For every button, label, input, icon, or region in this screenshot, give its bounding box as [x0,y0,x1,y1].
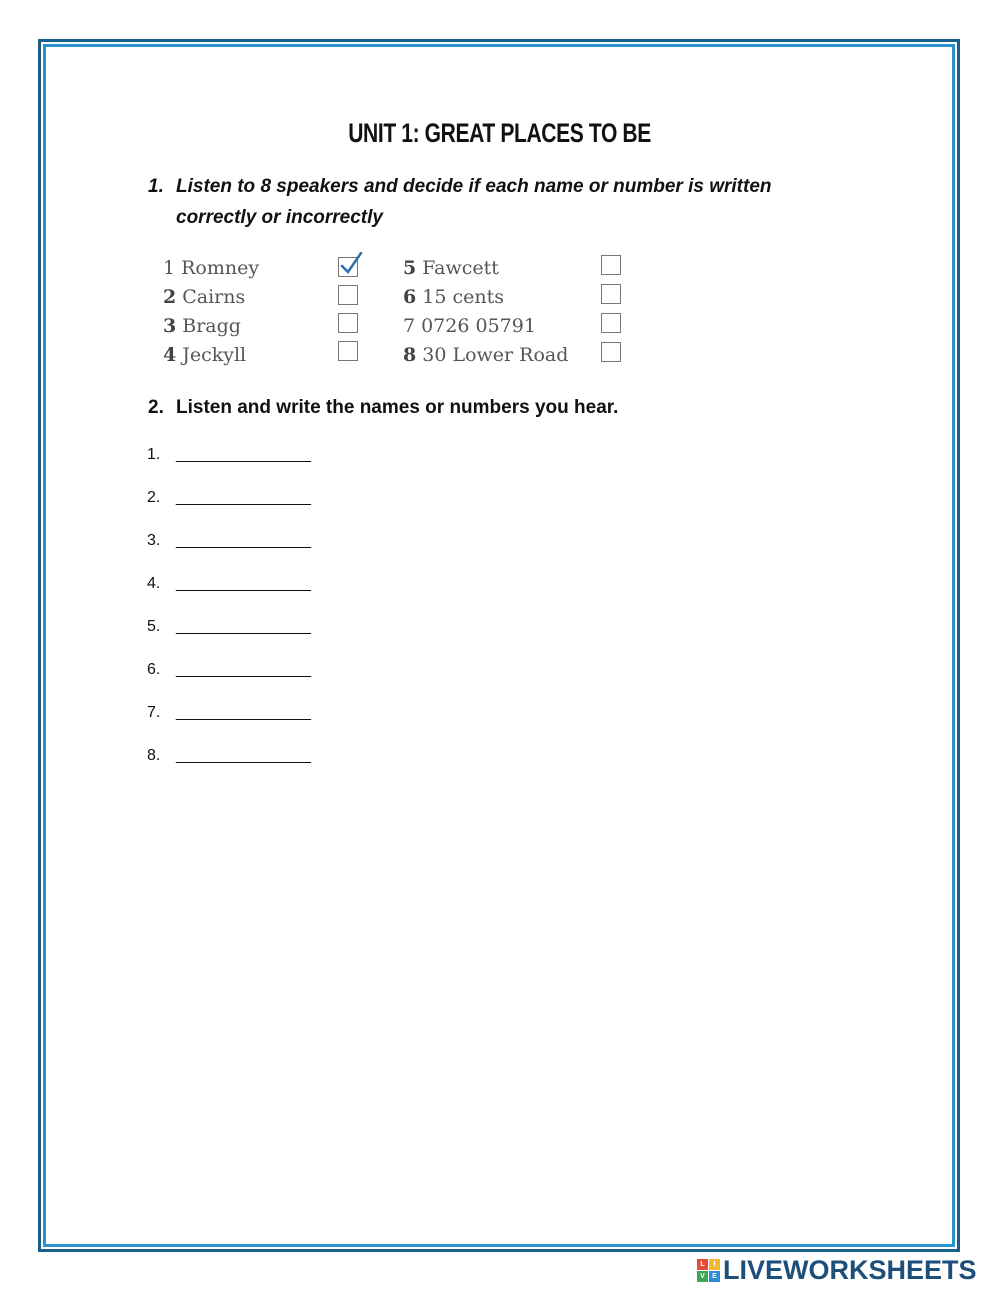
exercise-item-label: Jeckyll [182,344,247,366]
exercise-item-label: Bragg [182,315,241,337]
question-2-text: Listen and write the names or numbers you hear. [176,397,619,418]
question-2-number: 2. [148,397,164,418]
checkbox-item-1[interactable] [338,257,358,277]
exercise-item-7 [403,315,536,337]
liveworksheets-logo[interactable] [697,1254,977,1286]
exercise-item-5 [403,257,499,279]
logo-mark-letter: L [697,1259,708,1270]
logo-wordmark: LIVEWORKSHEETS [723,1254,977,1285]
answer-number: 2. [147,489,161,506]
checkbox-item-5[interactable] [601,255,621,275]
checkbox-item-7[interactable] [601,313,621,333]
exercise-item-number: 6 [403,286,417,308]
exercise-item-label: Fawcett [422,257,499,279]
exercise-item-label: 30 Lower Road [422,344,569,366]
answer-input-2[interactable]: ________________ [176,489,311,506]
page-title: UNIT 1: GREAT PLACES TO BE [348,118,651,148]
answer-input-4[interactable]: ________________ [176,575,311,592]
checkmark-icon [339,252,365,278]
answer-input-1[interactable]: ________________ [176,446,311,463]
checkbox-item-2[interactable] [338,285,358,305]
checkbox-item-4[interactable] [338,341,358,361]
logo-mark-letter: I [709,1259,720,1270]
checkbox-item-6[interactable] [601,284,621,304]
exercise-item-1 [163,257,259,279]
exercise-item-6 [403,286,504,308]
checkbox-item-3[interactable] [338,313,358,333]
answer-input-8[interactable]: ________________ [176,747,311,764]
exercise-item-number: 3 [163,315,177,337]
answer-number: 1. [147,446,161,463]
exercise-item-number: 4 [163,344,177,366]
logo-mark-letter: E [709,1271,720,1282]
answer-number: 4. [147,575,161,592]
question-1-text: Listen to 8 speakers and decide if each name or number is written correctly or incorrectly [176,176,772,228]
exercise-item-number: 1 [163,257,176,279]
answer-number: 8. [147,747,161,764]
checkbox-item-8[interactable] [601,342,621,362]
exercise-item-number: 2 [163,286,177,308]
exercise-item-number: 8 [403,344,417,366]
exercise-item-number: 5 [403,257,417,279]
logo-mark-letter: V [697,1271,708,1282]
answer-number: 6. [147,661,161,678]
exercise-item-3 [163,315,241,337]
answer-number: 5. [147,618,161,635]
answer-input-3[interactable]: ________________ [176,532,311,549]
answer-input-7[interactable]: ________________ [176,704,311,721]
exercise-item-8 [403,344,568,366]
answer-number: 7. [147,704,161,721]
exercise-item-label: 15 cents [422,286,504,308]
answer-input-5[interactable]: ________________ [176,618,311,635]
exercise-item-label: 0726 05791 [421,315,536,337]
answer-number: 3. [147,532,161,549]
exercise-item-label: Romney [181,257,260,279]
exercise-item-4 [163,344,246,366]
exercise-item-number: 7 [403,315,416,337]
logo-mark-icon [697,1259,720,1282]
exercise-item-label: Cairns [182,286,246,308]
answer-input-6[interactable]: ________________ [176,661,311,678]
exercise-item-2 [163,286,245,308]
question-1-number: 1. [148,176,164,197]
